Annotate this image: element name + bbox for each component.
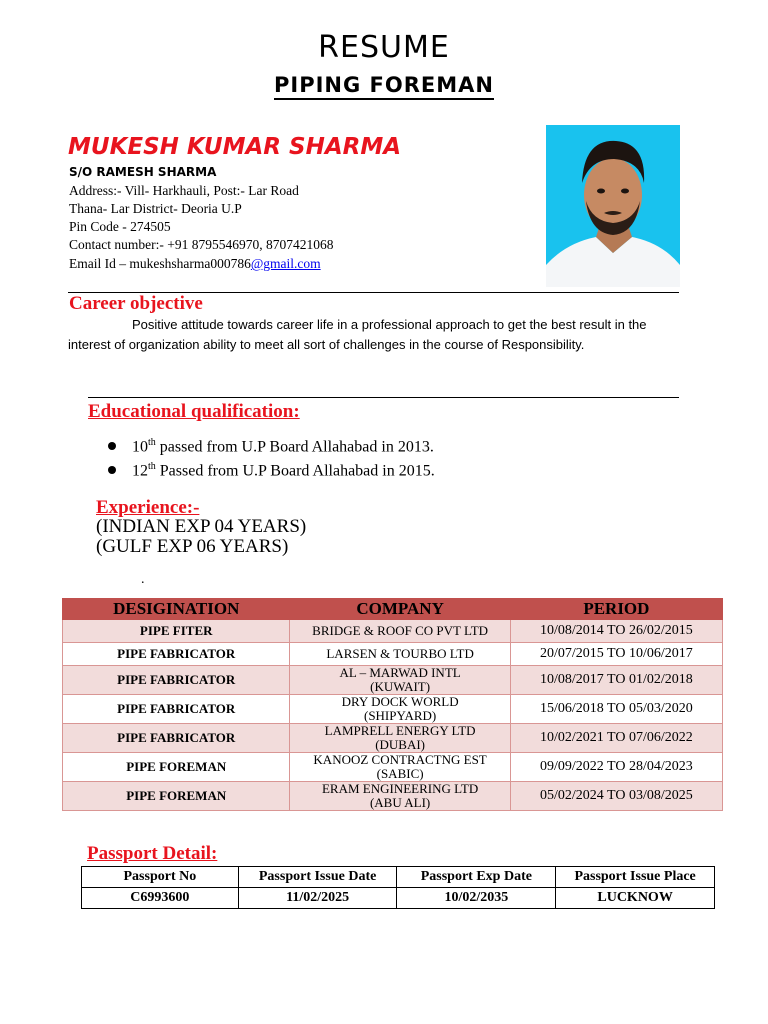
company-cell <box>290 695 510 724</box>
company-name: LAMPRELL ENERGY LTD <box>324 723 476 738</box>
pin-code: Pin Code - 274505 <box>69 219 171 234</box>
period-cell: 10/08/2017 TO 01/02/2018 <box>510 666 722 695</box>
candidate-name: MUKESH KUMAR SHARMA <box>68 134 402 160</box>
resume-title: RESUME <box>318 30 450 65</box>
col-designation: DESIGINATION <box>63 599 290 620</box>
table-row <box>63 620 723 643</box>
designation-cell: PIPE FABRICATOR <box>63 666 290 695</box>
company-location: (SABIC) <box>376 766 424 781</box>
designation-cell: PIPE FABRICATOR <box>63 724 290 753</box>
company-name: DRY DOCK WORLD <box>341 694 459 709</box>
bullet-icon <box>108 442 116 450</box>
issue-date-value: 11/02/2025 <box>238 888 397 909</box>
company-location: (KUWAIT) <box>370 679 431 694</box>
company-location: (DUBAI) <box>375 737 426 752</box>
period-cell: 15/06/2018 TO 05/03/2020 <box>510 695 722 724</box>
stray-mark: . <box>141 572 145 587</box>
table-row <box>63 666 723 695</box>
issue-place-header: Passport Issue Place <box>556 867 715 888</box>
email-link[interactable]: @gmail.com <box>250 256 321 271</box>
edu-num: 10 <box>132 438 148 456</box>
designation-cell: PIPE FOREMAN <box>63 782 290 811</box>
edu-text: Passed from U.P Board Allahabad in 2015. <box>155 462 435 480</box>
table-header-row <box>63 599 723 620</box>
experience-heading: Experience:- <box>96 497 200 518</box>
designation-cell: PIPE FITER <box>63 620 290 643</box>
issue-place-value: LUCKNOW <box>556 888 715 909</box>
company-name: LARSEN & TOURBO LTD <box>326 646 474 661</box>
company-cell <box>290 753 510 782</box>
company-cell <box>290 666 510 695</box>
job-subtitle-text: PIPING FOREMAN <box>274 73 494 100</box>
designation-cell: PIPE FOREMAN <box>63 753 290 782</box>
company-cell <box>290 724 510 753</box>
email-line <box>69 256 321 272</box>
address-line-1: Address:- Vill- Harkhauli, Post:- Lar Road <box>69 183 299 198</box>
passport-heading: Passport Detail: <box>87 843 218 864</box>
passport-table <box>81 866 715 909</box>
indian-exp: (INDIAN EXP 04 YEARS) <box>96 516 307 537</box>
edu-sup: th <box>148 437 156 448</box>
designation-cell: PIPE FABRICATOR <box>63 695 290 724</box>
exp-date-value: 10/02/2035 <box>397 888 556 909</box>
passport-value-row <box>82 888 715 909</box>
period-cell: 10/02/2021 TO 07/06/2022 <box>510 724 722 753</box>
exp-date-header: Passport Exp Date <box>397 867 556 888</box>
company-location: (ABU ALI) <box>369 795 431 810</box>
edu-num: 12 <box>132 462 148 480</box>
education-item <box>108 437 434 456</box>
passport-no-value: C6993600 <box>82 888 239 909</box>
table-row <box>63 643 723 666</box>
contact-number: Contact number:- +91 8795546970, 8707421068 <box>69 237 334 252</box>
table-row <box>63 782 723 811</box>
period-cell: 09/09/2022 TO 28/04/2023 <box>510 753 722 782</box>
divider-education <box>88 397 679 398</box>
designation-cell: PIPE FABRICATOR <box>63 643 290 666</box>
career-heading: Career objective <box>69 293 203 314</box>
passport-header-row <box>82 867 715 888</box>
col-period: PERIOD <box>510 599 722 620</box>
education-heading: Educational qualification: <box>88 401 300 422</box>
father-name: S/O RAMESH SHARMA <box>69 165 217 179</box>
profile-photo-illustration <box>546 125 680 287</box>
issue-date-header: Passport Issue Date <box>238 867 397 888</box>
bullet-icon <box>108 466 116 474</box>
gulf-exp: (GULF EXP 06 YEARS) <box>96 536 289 557</box>
education-item <box>108 461 435 480</box>
edu-sup: th <box>148 461 156 472</box>
passport-no-header: Passport No <box>82 867 239 888</box>
company-name: ERAM ENGINEERING LTD <box>321 781 479 796</box>
career-text: Positive attitude towards career life in a professional approach to get the best result in the interest of organization ability to meet all sort of challenges in the course of Responsibility. <box>68 317 647 352</box>
period-cell: 10/08/2014 TO 26/02/2015 <box>510 620 722 643</box>
company-name: AL – MARWAD INTL <box>339 665 461 680</box>
col-company: COMPANY <box>290 599 510 620</box>
company-name: BRIDGE & ROOF CO PVT LTD <box>312 623 489 638</box>
table-row <box>63 724 723 753</box>
job-subtitle <box>0 73 768 97</box>
company-location: (SHIPYARD) <box>363 708 437 723</box>
profile-photo <box>546 125 680 287</box>
company-name: KANOOZ CONTRACTNG EST <box>313 752 487 767</box>
email-prefix: Email Id – mukeshsharma000786 <box>69 256 251 271</box>
edu-text: passed from U.P Board Allahabad in 2013. <box>155 438 434 456</box>
table-row <box>63 753 723 782</box>
period-cell: 05/02/2024 TO 03/08/2025 <box>510 782 722 811</box>
company-cell <box>290 620 510 643</box>
company-cell <box>290 782 510 811</box>
experience-table <box>62 598 723 811</box>
table-row <box>63 695 723 724</box>
period-cell: 20/07/2015 TO 10/06/2017 <box>510 643 722 666</box>
address-line-2: Thana- Lar District- Deoria U.P <box>69 201 242 216</box>
company-cell <box>290 643 510 666</box>
